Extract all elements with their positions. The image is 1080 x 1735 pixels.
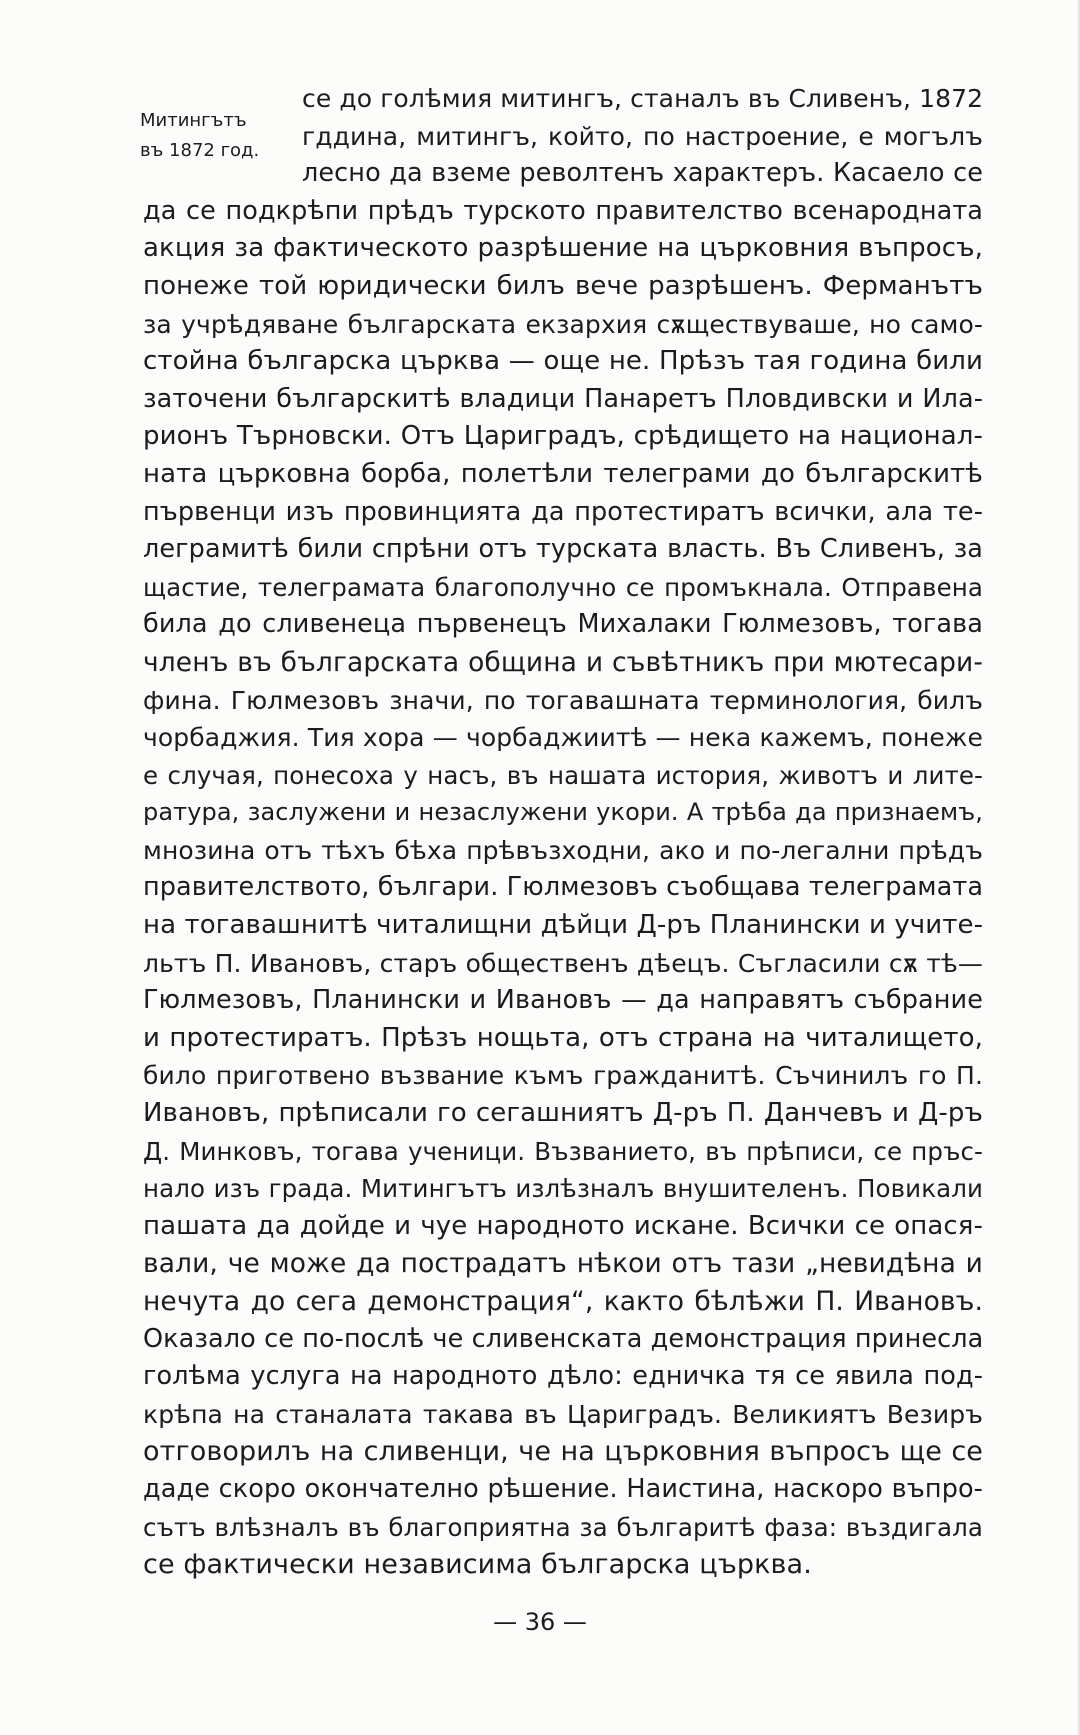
text-line: гддина, митингъ, който, по настроение, е могълъ bbox=[302, 121, 983, 151]
text-line: голѣма услуга на народното дѣло: едничка тя се явила под- bbox=[143, 1361, 983, 1392]
text-line: се фактически независима българска църква. bbox=[143, 1549, 812, 1581]
body-text bbox=[143, 80, 983, 1584]
text-line: е случая, понесоха у насъ, въ нашата история, животъ и лите- bbox=[143, 760, 983, 790]
text-line: било приготвено възвание къмъ гражданитѣ. Съчинилъ го П. bbox=[143, 1061, 983, 1091]
text-line: членъ въ българската община и съвѣтникъ при мютесари- bbox=[143, 646, 983, 678]
text-line: щастие, телеграмата благополучно се промъкнала. Отправена bbox=[143, 572, 983, 602]
text-line: вали, че може да пострадатъ нѣкои отъ тази „невидѣна и bbox=[143, 1248, 983, 1280]
text-line: отговорилъ на сливенци, че на църковния въпросъ ще се bbox=[143, 1436, 983, 1468]
text-line: била до сливенеца първенецъ Михалаки Гюлмезовъ, тогава bbox=[143, 609, 983, 640]
margin-note-line: Митингътъ bbox=[140, 110, 247, 131]
text-line: сътъ влѣзналъ въ благоприятна за българитѣ фаза: въздигала bbox=[143, 1512, 983, 1542]
text-line: крѣпа на станалата такава въ Цариградъ. Великиятъ Везиръ bbox=[143, 1399, 983, 1429]
text-line: Гюлмезовъ, Планински и Ивановъ — да направятъ събрание bbox=[143, 985, 983, 1016]
text-line: ратура, заслужени и незаслужени укори. А трѣба да признаемъ, bbox=[143, 798, 983, 827]
text-line: рионъ Търновски. Отъ Цариградъ, срѣдището на национал- bbox=[143, 421, 983, 452]
text-line: Оказало се по-послѣ че сливенската демонстрация принесла bbox=[143, 1323, 984, 1354]
text-line: понеже той юридически билъ вече разрѣшенъ. Ферманътъ bbox=[143, 270, 983, 301]
text-line: лесно да вземе револтенъ характеръ. Касаело се bbox=[302, 158, 983, 189]
text-line: нечута до сега демонстрация“, както бѣлѣжи П. Ивановъ. bbox=[143, 1286, 983, 1317]
text-line: Д. Минковъ, тогава ученици. Възванието, въ прѣписи, се пръс- bbox=[143, 1136, 983, 1166]
text-line: фина. Гюлмезовъ значи, по тогавашната терминология, билъ bbox=[143, 685, 983, 715]
text-line: чорбаджия. Тия хора — чорбаджиитѣ — нека кажемъ, понеже bbox=[143, 723, 983, 753]
text-line: ната църковна борба, полетѣли телеграми до българскитѣ bbox=[143, 458, 983, 489]
text-line: и протестиратъ. Прѣзъ нощьта, отъ страна на читалището, bbox=[143, 1022, 983, 1053]
text-line: Ивановъ, прѣписали го сегашниятъ Д-ръ П. Данчевъ и Д-ръ bbox=[143, 1098, 983, 1129]
text-line: се до голѣмия митингъ, станалъ въ Сливенъ, 1872 bbox=[302, 84, 984, 113]
text-line: льтъ П. Ивановъ, старъ общественъ дѣецъ. Съгласили сѫ тѣ— bbox=[143, 948, 983, 978]
text-line: заточени българскитѣ владици Панаретъ Пловдивски и Ила- bbox=[143, 383, 983, 414]
text-line: стойна българска църква — още не. Прѣзъ тая година били bbox=[143, 346, 983, 377]
text-line: за учрѣдяване българската екзархия сѫществуваше, но само- bbox=[143, 309, 983, 339]
text-line: да се подкрѣпи прѣдъ турското правителство всенародната bbox=[143, 195, 983, 226]
text-line: на тогавашнитѣ читалищни дѣйци Д-ръ Планински и учите- bbox=[143, 910, 984, 941]
text-line: леграмитѣ били спрѣни отъ турската власть. Въ Сливенъ, за bbox=[143, 534, 983, 565]
text-line: нало изъ града. Митингътъ излѣзналъ внушителенъ. Повикали bbox=[143, 1174, 983, 1204]
page-number: — 36 — bbox=[493, 1608, 587, 1636]
text-line: първенци изъ провинцията да протестиратъ всички, ала те- bbox=[143, 496, 983, 527]
text-line: пашата да дойде и чуе народното искане. Всички се опася- bbox=[143, 1210, 983, 1241]
text-line: акция за фактическото разрѣшение на църковния въпросъ, bbox=[143, 233, 983, 264]
text-line: мнозина отъ тѣхъ бѣха прѣвъзходни, ако и по-легални прѣдъ bbox=[143, 835, 983, 865]
text-line: правителството, българи. Гюлмезовъ съобщава телеграмата bbox=[143, 872, 984, 903]
margin-note-line: въ 1872 год. bbox=[140, 140, 260, 161]
text-line: даде скоро окончателно рѣшение. Наистина, наскоро въпро- bbox=[143, 1473, 983, 1504]
